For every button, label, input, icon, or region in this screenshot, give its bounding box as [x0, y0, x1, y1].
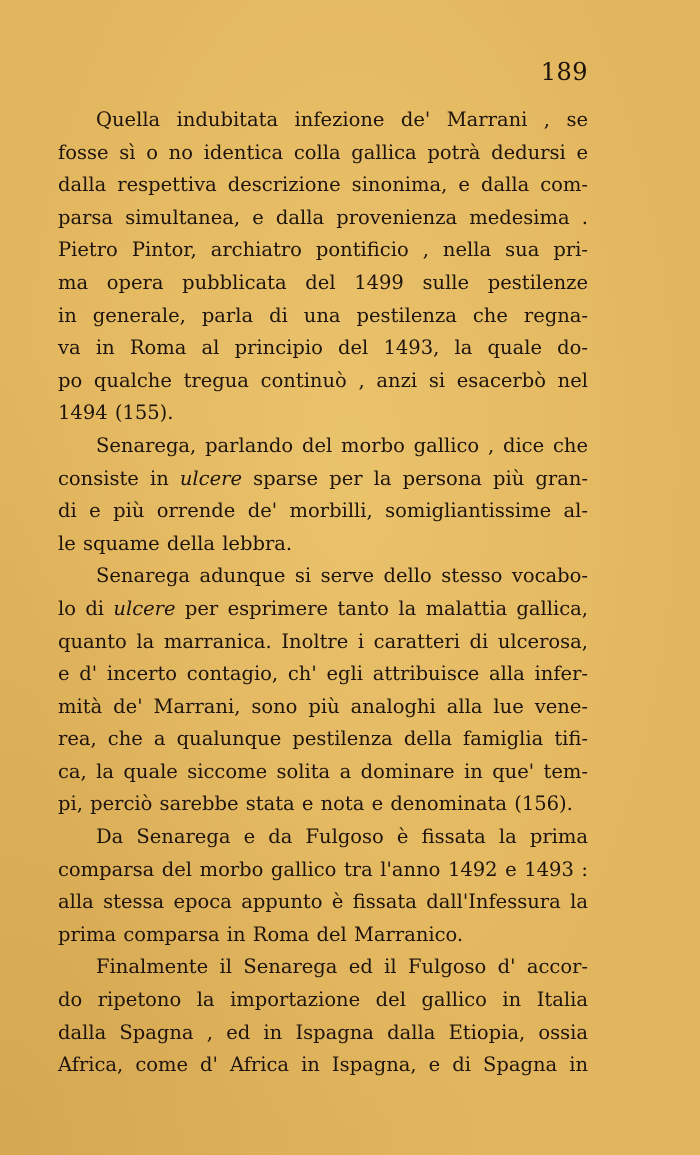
text-line: mità de' Marrani, sono più analoghi alla lue vene-: [58, 694, 588, 718]
text-line: Finalmente il Senarega ed il Fulgoso d' accor-: [96, 955, 588, 979]
text-line: ca, la quale siccome solita a dominare in que' tem-: [58, 759, 588, 783]
text-line: dalla Spagna , ed in Ispagna dalla Etiopia, ossia: [58, 1020, 588, 1044]
text-line: comparsa del morbo gallico tra l'anno 1492 e 1493 :: [58, 857, 588, 881]
text-line: Pietro Pintor, archiatro pontificio , nella sua pri-: [58, 238, 588, 262]
text-line: Africa, come d' Africa in Ispagna, e di Spagna in: [58, 1053, 588, 1077]
text-line: quanto la marranica. Inoltre i caratteri di ulcerosa,: [58, 629, 588, 653]
text-line: Quella indubitata infezione de' Marrani , se: [96, 108, 588, 131]
text-line: in generale, parla di una pestilenza che regna-: [58, 303, 588, 327]
text-line: do ripetono la importazione del gallico in Italia: [58, 988, 588, 1012]
text-line: 1494 (155).: [58, 401, 174, 425]
page-number: 189: [540, 58, 588, 86]
text-line: po qualche tregua continuò , anzi si esacerbò nel: [58, 368, 588, 392]
text-line: dalla respettiva descrizione sinonima, e dalla com-: [58, 173, 588, 197]
text-line: consiste in ulcere sparse per la persona più gran-: [58, 466, 588, 490]
text-line: Senarega, parlando del morbo gallico , dice che: [96, 433, 588, 457]
text-line: Da Senarega e da Fulgoso è fissata la prima: [96, 825, 588, 849]
text-line: e d' incerto contagio, ch' egli attribuisce alla infer-: [58, 662, 588, 686]
text-line: Senarega adunque si serve dello stesso vocabo-: [96, 564, 588, 588]
text-line: alla stessa epoca appunto è fissata dall'Infessura la: [58, 890, 588, 914]
body-text: [58, 104, 588, 1082]
text-line: fosse sì o no identica colla gallica potrà dedursi e: [58, 140, 588, 164]
text-line: ma opera pubblicata del 1499 sulle pestilenze: [58, 270, 588, 294]
text-line: lo di ulcere per esprimere tanto la malattia gallica,: [58, 596, 588, 620]
text-line: prima comparsa in Roma del Marranico.: [58, 922, 464, 946]
text-line: le squame della lebbra.: [58, 531, 293, 555]
text-line: va in Roma al principio del 1493, la quale do-: [58, 336, 588, 360]
text-line: di e più orrende de' morbilli, somigliantissime al-: [58, 499, 588, 523]
text-line: pi, perciò sarebbe stata e nota e denominata (156).: [58, 792, 573, 816]
text-line: rea, che a qualunque pestilenza della famiglia tifi-: [58, 727, 588, 751]
text-line: parsa simultanea, e dalla provenienza medesima .: [58, 205, 588, 229]
